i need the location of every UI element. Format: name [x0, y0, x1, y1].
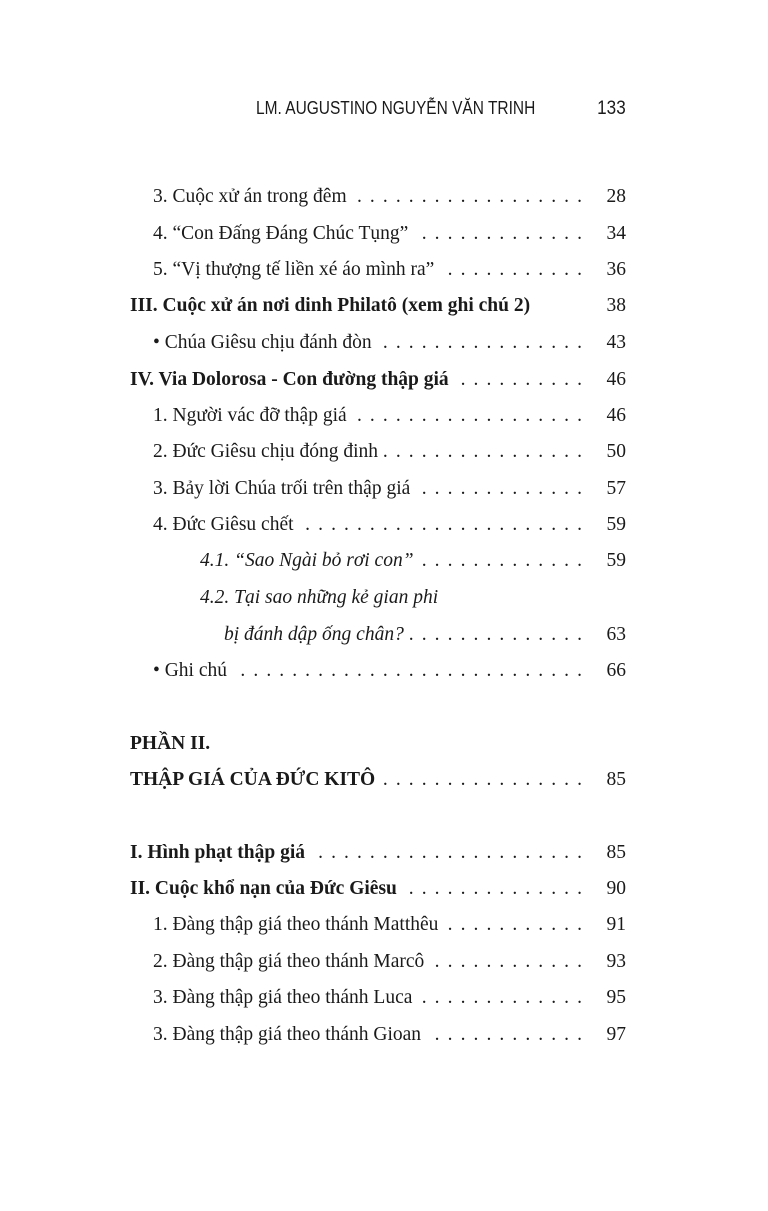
toc-entry [153, 221, 626, 247]
leader-dots [444, 912, 582, 938]
toc-section-entry [130, 840, 626, 866]
leader-dots [300, 512, 582, 538]
toc-entry-title: PHẦN II. [130, 733, 211, 754]
toc-entry [153, 1022, 626, 1048]
leader-dots [378, 330, 582, 356]
toc-entry-page: 28 [606, 186, 626, 207]
toc-entry-title: II. Cuộc khổ nạn của Đức Giêsu [130, 878, 397, 899]
toc-entry [153, 985, 626, 1011]
toc-part-title [130, 767, 626, 793]
toc-entry-title: 4. Đức Giêsu chết [153, 514, 294, 535]
toc-entry [153, 257, 626, 283]
toc-entry-page: 43 [606, 332, 626, 353]
toc-entry-page: 38 [606, 295, 626, 316]
toc-entry [153, 330, 626, 356]
toc-entry-page: 66 [606, 660, 626, 681]
toc-entry-title: THẬP GIÁ CỦA ĐỨC KITÔ [130, 769, 376, 790]
toc-entry [153, 658, 626, 684]
toc-entry [153, 512, 626, 538]
toc-entry-page: 36 [606, 259, 626, 280]
leader-dots [381, 767, 582, 793]
leader-dots [353, 184, 582, 210]
toc-entry-page: 91 [606, 914, 626, 935]
toc-entry-title: bị đánh dập ống chân? [224, 624, 404, 645]
toc-entry-title: 2. Đàng thập giá theo thánh Marcô [153, 951, 425, 972]
toc-entry-page: 85 [606, 769, 626, 790]
leader-dots [311, 840, 582, 866]
leader-dots [414, 221, 582, 247]
leader-dots [233, 658, 582, 684]
toc-entry-title: III. Cuộc xử án nơi dinh Philatô (xem ghi chú 2) [130, 295, 531, 316]
toc-entry-title: IV. Via Dolorosa - Con đường thập giá [130, 369, 449, 390]
toc-section-entry [130, 367, 626, 393]
toc-entry-title: 4. “Con Đấng Đáng Chúc Tụng” [153, 223, 409, 244]
toc-section-entry [130, 876, 626, 902]
toc-section-entry [130, 293, 626, 319]
toc-subentry [200, 585, 626, 611]
toc-entry [153, 439, 626, 465]
toc-entry-title: • Ghi chú [153, 660, 227, 681]
leader-dots [440, 257, 582, 283]
toc-entry-title: 5. “Vị thượng tế liền xé áo mình ra” [153, 259, 435, 280]
toc-subentry [200, 548, 626, 574]
leader-dots [416, 476, 582, 502]
toc-subentry-continuation [224, 622, 626, 648]
leader-dots [430, 949, 582, 975]
running-head [0, 98, 768, 126]
toc-entry-title: 1. Đàng thập giá theo thánh Matthêu [153, 914, 439, 935]
running-head-page-number: 133 [597, 98, 626, 119]
toc-entry-title: I. Hình phạt thập giá [130, 842, 306, 863]
toc-entry-page: 63 [606, 624, 626, 645]
toc-entry-title: 3. Cuộc xử án trong đêm [153, 186, 347, 207]
leader-dots [410, 622, 582, 648]
toc-entry-page: 95 [606, 987, 626, 1008]
toc-part-heading [130, 731, 626, 757]
leader-dots [420, 548, 582, 574]
leader-dots [427, 1022, 582, 1048]
toc-entry [153, 184, 626, 210]
toc-entry-title: 3. Đàng thập giá theo thánh Luca [153, 987, 413, 1008]
toc-entry-title: 2. Đức Giêsu chịu đóng đinh [153, 441, 379, 462]
toc-entry-page: 46 [606, 369, 626, 390]
toc-entry [153, 949, 626, 975]
leader-dots [353, 403, 582, 429]
leader-dots [418, 985, 582, 1011]
toc-entry [153, 403, 626, 429]
toc-entry-page: 85 [606, 842, 626, 863]
toc-entry-title: 3. Bảy lời Chúa trối trên thập giá [153, 478, 411, 499]
toc-entry-title: • Chúa Giêsu chịu đánh đòn [153, 332, 372, 353]
toc-entry-page: 90 [606, 878, 626, 899]
toc-entry-title: 4.2. Tại sao những kẻ gian phi [200, 587, 439, 608]
toc-entry-title: 3. Đàng thập giá theo thánh Gioan [153, 1024, 422, 1045]
toc-entry-page: 46 [606, 405, 626, 426]
leader-dots [403, 876, 582, 902]
toc-entry-page: 57 [606, 478, 626, 499]
leader-dots [384, 439, 582, 465]
leader-dots [455, 367, 582, 393]
toc-entry-page: 50 [606, 441, 626, 462]
toc-entry-page: 59 [606, 550, 626, 571]
toc-entry [153, 912, 626, 938]
toc-entry-page: 93 [606, 951, 626, 972]
toc-entry-title: 1. Người vác đỡ thập giá [153, 405, 347, 426]
toc-entry-title: 4.1. “Sao Ngài bỏ rơi con” [200, 550, 414, 571]
running-head-author: LM. AUGUSTINO NGUYỄN VĂN TRINH [256, 98, 536, 118]
toc-entry-page: 34 [606, 223, 626, 244]
toc-entry-page: 59 [606, 514, 626, 535]
toc-entry-page: 97 [606, 1024, 626, 1045]
toc-entry [153, 476, 626, 502]
